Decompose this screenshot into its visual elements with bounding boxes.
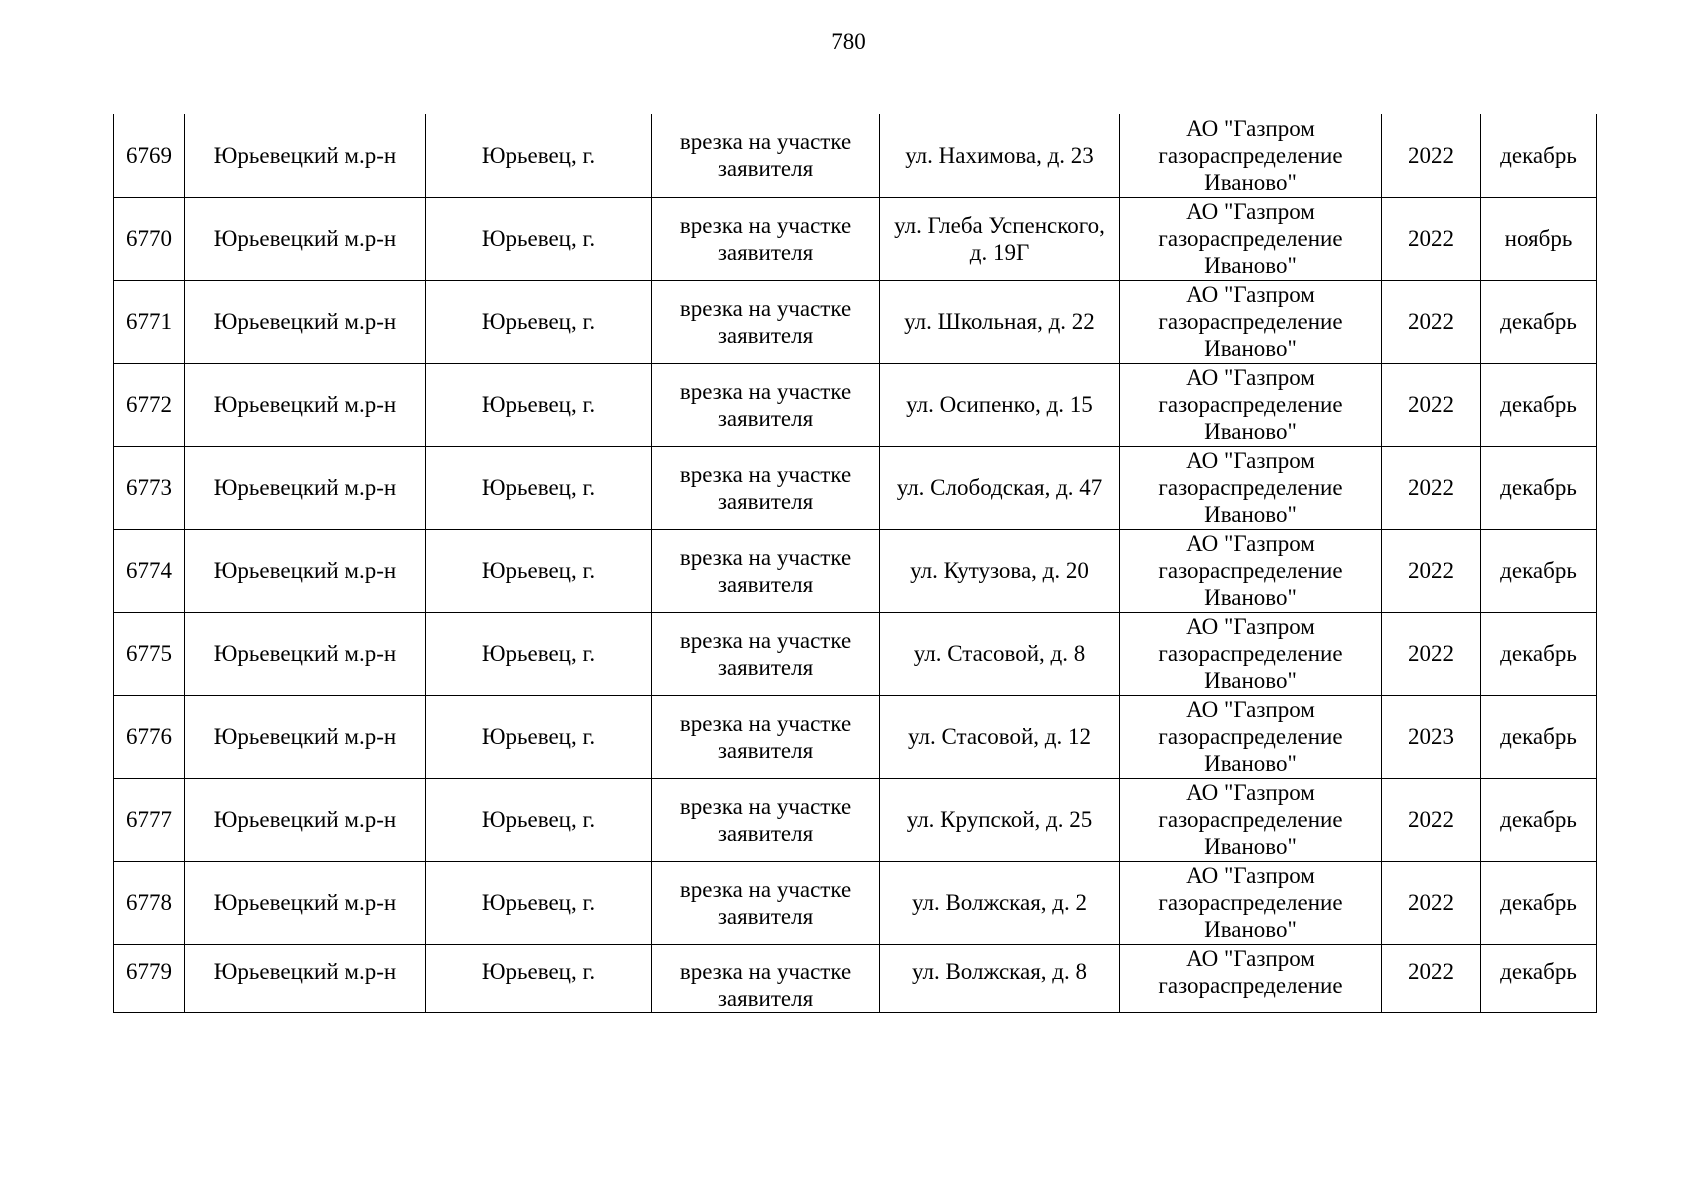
cell-year-text: 2023 [1408, 724, 1454, 749]
cell-number [114, 197, 185, 280]
cell-number-text: 6775 [126, 641, 172, 666]
cell-organization-text: АО "Газпром газораспределение Иваново" [1158, 199, 1343, 278]
cell-number [114, 446, 185, 529]
cell-number-text: 6778 [126, 890, 172, 915]
cell-number-text: 6770 [126, 226, 172, 251]
cell-work-type [652, 861, 880, 944]
cell-address [880, 612, 1120, 695]
cell-organization [1120, 944, 1382, 1012]
table-row [114, 612, 1597, 695]
cell-district [185, 363, 426, 446]
cell-work-type [652, 778, 880, 861]
cell-district [185, 695, 426, 778]
cell-year [1382, 529, 1481, 612]
cell-city-text: Юрьевец, г. [481, 392, 596, 417]
cell-organization [1120, 612, 1382, 695]
cell-work-type [652, 612, 880, 695]
cell-organization-text: АО "Газпром газораспределение [1158, 945, 1343, 998]
cell-city-text: Юрьевец, г. [481, 226, 596, 251]
cell-number [114, 695, 185, 778]
cell-city [426, 197, 652, 280]
cell-district-text: Юрьевецкий м.р-н [213, 890, 397, 915]
cell-district-text: Юрьевецкий м.р-н [213, 392, 397, 417]
cell-address [880, 944, 1120, 1012]
cell-district [185, 446, 426, 529]
cell-city [426, 280, 652, 363]
cell-city [426, 114, 652, 197]
cell-organization-text: АО "Газпром газораспределение Иваново" [1158, 115, 1343, 195]
cell-number-text: 6779 [126, 958, 172, 984]
cell-work-type-text: врезка на участке заявителя [679, 958, 852, 1011]
cell-address [880, 114, 1120, 197]
cell-organization-text: АО "Газпром газораспределение Иваново" [1158, 531, 1343, 610]
cell-month [1481, 695, 1597, 778]
cell-number [114, 529, 185, 612]
cell-month-text: декабрь [1500, 958, 1577, 984]
cell-year [1382, 363, 1481, 446]
cell-organization-text: АО "Газпром газораспределение Иваново" [1158, 697, 1343, 776]
cell-district-text: Юрьевецкий м.р-н [213, 226, 397, 251]
cell-district-text: Юрьевецкий м.р-н [213, 724, 397, 749]
cell-city-text: Юрьевец, г. [481, 807, 596, 832]
cell-work-type-text: врезка на участке заявителя [679, 212, 852, 265]
cell-month [1481, 529, 1597, 612]
cell-organization [1120, 363, 1382, 446]
cell-address-text: ул. Волжская, д. 2 [912, 890, 1087, 915]
cell-year-text: 2022 [1408, 958, 1454, 984]
cell-month [1481, 363, 1597, 446]
table-row [114, 944, 1597, 1012]
cell-address-text: ул. Волжская, д. 8 [912, 958, 1087, 984]
cell-city-text: Юрьевец, г. [481, 724, 596, 749]
cell-address [880, 695, 1120, 778]
cell-number-text: 6774 [126, 558, 172, 583]
cell-district-text: Юрьевецкий м.р-н [213, 958, 397, 984]
table-body [114, 114, 1597, 1012]
cell-year [1382, 280, 1481, 363]
table-row [114, 861, 1597, 944]
cell-number [114, 114, 185, 197]
cell-work-type [652, 363, 880, 446]
cell-number-text: 6776 [126, 724, 172, 749]
cell-organization-text: АО "Газпром газораспределение Иваново" [1158, 614, 1343, 693]
cell-number [114, 944, 185, 1012]
table-row [114, 114, 1597, 197]
cell-year-text: 2022 [1408, 558, 1454, 583]
cell-organization-text: АО "Газпром газораспределение Иваново" [1158, 863, 1343, 942]
cell-number-text: 6777 [126, 807, 172, 832]
cell-organization [1120, 529, 1382, 612]
cell-address-text: ул. Глеба Успенского, д. 19Г [894, 212, 1105, 265]
cell-city [426, 363, 652, 446]
table-row [114, 446, 1597, 529]
cell-month [1481, 197, 1597, 280]
cell-organization [1120, 446, 1382, 529]
cell-year-text: 2022 [1408, 807, 1454, 832]
cell-organization-text: АО "Газпром газораспределение Иваново" [1158, 780, 1343, 859]
cell-district-text: Юрьевецкий м.р-н [213, 807, 397, 832]
cell-month [1481, 778, 1597, 861]
cell-city-text: Юрьевец, г. [481, 309, 596, 334]
table-row [114, 280, 1597, 363]
cell-city [426, 778, 652, 861]
table-row [114, 363, 1597, 446]
cell-work-type [652, 114, 880, 197]
cell-district-text: Юрьевецкий м.р-н [213, 558, 397, 583]
cell-district-text: Юрьевецкий м.р-н [213, 142, 397, 168]
cell-month [1481, 944, 1597, 1012]
cell-address [880, 861, 1120, 944]
cell-district [185, 778, 426, 861]
cell-district [185, 612, 426, 695]
cell-month-text: декабрь [1500, 475, 1577, 500]
cell-district [185, 114, 426, 197]
cell-month [1481, 114, 1597, 197]
cell-number [114, 861, 185, 944]
cell-work-type-text: врезка на участке заявителя [679, 461, 852, 514]
cell-district-text: Юрьевецкий м.р-н [213, 309, 397, 334]
cell-number [114, 280, 185, 363]
cell-city [426, 695, 652, 778]
cell-year [1382, 612, 1481, 695]
cell-year-text: 2022 [1408, 392, 1454, 417]
cell-number-text: 6772 [126, 392, 172, 417]
cell-city-text: Юрьевец, г. [481, 641, 596, 666]
cell-work-type [652, 529, 880, 612]
cell-address [880, 778, 1120, 861]
cell-organization [1120, 778, 1382, 861]
cell-month-text: декабрь [1500, 724, 1577, 749]
cell-work-type [652, 280, 880, 363]
cell-organization [1120, 114, 1382, 197]
cell-month-text: декабрь [1500, 807, 1577, 832]
cell-year-text: 2022 [1408, 475, 1454, 500]
cell-city-text: Юрьевец, г. [481, 142, 596, 168]
cell-month [1481, 861, 1597, 944]
cell-city [426, 944, 652, 1012]
cell-year [1382, 197, 1481, 280]
cell-address-text: ул. Осипенко, д. 15 [906, 392, 1093, 417]
cell-year [1382, 114, 1481, 197]
cell-number-text: 6773 [126, 475, 172, 500]
page-number: 780 [831, 29, 866, 54]
cell-district [185, 529, 426, 612]
cell-address-text: ул. Стасовой, д. 8 [913, 641, 1086, 666]
cell-address [880, 529, 1120, 612]
cell-work-type-text: врезка на участке заявителя [679, 378, 852, 431]
cell-organization [1120, 695, 1382, 778]
cell-year [1382, 695, 1481, 778]
cell-month-text: декабрь [1500, 392, 1577, 417]
cell-city-text: Юрьевец, г. [481, 958, 596, 984]
cell-work-type-text: врезка на участке заявителя [679, 710, 852, 763]
table-row [114, 529, 1597, 612]
cell-year [1382, 446, 1481, 529]
cell-work-type [652, 197, 880, 280]
cell-address [880, 363, 1120, 446]
table-row [114, 197, 1597, 280]
cell-city [426, 612, 652, 695]
cell-number [114, 778, 185, 861]
cell-address-text: ул. Кутузова, д. 20 [910, 558, 1089, 583]
cell-organization-text: АО "Газпром газораспределение Иваново" [1158, 365, 1343, 444]
cell-address-text: ул. Крупской, д. 25 [906, 807, 1093, 832]
cell-organization [1120, 280, 1382, 363]
cell-work-type-text: врезка на участке заявителя [679, 544, 852, 597]
cell-month-text: декабрь [1500, 558, 1577, 583]
cell-district [185, 197, 426, 280]
cell-city-text: Юрьевец, г. [481, 475, 596, 500]
cell-work-type [652, 446, 880, 529]
table-row [114, 695, 1597, 778]
cell-month-text: декабрь [1500, 890, 1577, 915]
cell-organization [1120, 197, 1382, 280]
cell-work-type-text: врезка на участке заявителя [679, 295, 852, 348]
cell-month [1481, 446, 1597, 529]
cell-district-text: Юрьевецкий м.р-н [213, 475, 397, 500]
cell-city-text: Юрьевец, г. [481, 890, 596, 915]
cell-district-text: Юрьевецкий м.р-н [213, 641, 397, 666]
cell-year-text: 2022 [1408, 309, 1454, 334]
cell-address-text: ул. Стасовой, д. 12 [908, 724, 1091, 749]
cell-organization-text: АО "Газпром газораспределение Иваново" [1158, 448, 1343, 527]
cell-work-type [652, 695, 880, 778]
cell-city [426, 446, 652, 529]
cell-month-text: ноябрь [1504, 226, 1573, 251]
cell-organization [1120, 861, 1382, 944]
cell-year-text: 2022 [1408, 226, 1454, 251]
cell-month-text: декабрь [1500, 641, 1577, 666]
cell-work-type-text: врезка на участке заявителя [679, 876, 852, 929]
cell-district [185, 861, 426, 944]
cell-number-text: 6771 [126, 309, 172, 334]
cell-organization-text: АО "Газпром газораспределение Иваново" [1158, 282, 1343, 361]
cell-work-type-text: врезка на участке заявителя [679, 793, 852, 846]
cell-address [880, 280, 1120, 363]
cell-number [114, 612, 185, 695]
cell-year [1382, 861, 1481, 944]
cell-year [1382, 944, 1481, 1012]
cell-city [426, 529, 652, 612]
cell-year-text: 2022 [1408, 641, 1454, 666]
cell-month-text: декабрь [1500, 142, 1577, 168]
table-row [114, 778, 1597, 861]
cell-year-text: 2022 [1408, 142, 1454, 168]
cell-district [185, 280, 426, 363]
cell-month [1481, 280, 1597, 363]
cell-address [880, 446, 1120, 529]
cell-number-text: 6769 [126, 142, 172, 168]
cell-address-text: ул. Нахимова, д. 23 [905, 142, 1094, 168]
cell-address-text: ул. Слободская, д. 47 [896, 475, 1103, 500]
cell-address [880, 197, 1120, 280]
cell-city-text: Юрьевец, г. [481, 558, 596, 583]
cell-address-text: ул. Школьная, д. 22 [904, 309, 1095, 334]
cell-work-type [652, 944, 880, 1012]
cell-number [114, 363, 185, 446]
cell-month [1481, 612, 1597, 695]
cell-year [1382, 778, 1481, 861]
cell-month-text: декабрь [1500, 309, 1577, 334]
gasification-table [113, 114, 1597, 1013]
cell-city [426, 861, 652, 944]
cell-district [185, 944, 426, 1012]
cell-work-type-text: врезка на участке заявителя [679, 627, 852, 680]
cell-year-text: 2022 [1408, 890, 1454, 915]
cell-work-type-text: врезка на участке заявителя [679, 129, 852, 182]
